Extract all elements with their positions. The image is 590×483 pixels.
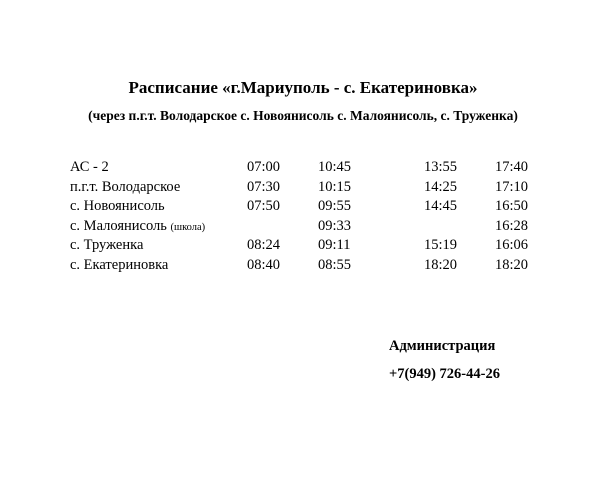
stop-label: с. Екатериновка [70,256,169,273]
stop-label: АС - 2 [70,159,109,175]
departure-time: 13:55 [424,159,458,175]
departure-time: 10:15 [318,178,352,195]
departure-time: 07:30 [247,178,281,195]
schedule-row [70,158,550,178]
departure-time: 14:45 [424,198,458,215]
schedule-table [70,158,550,276]
departure-time: 09:11 [318,237,351,254]
contact-label: Администрация [389,338,496,354]
page-title: Расписание «г.Мариуполь - с. Екатериновка» [128,78,478,97]
departure-time: 17:40 [495,159,529,175]
departure-time: 17:10 [495,178,529,195]
route-subtitle: (через п.г.т. Володарское с. Новоянисоль с. Малоянисоль, с. Труженка) [88,108,518,123]
schedule-row [70,256,550,276]
departure-time: 16:50 [495,198,529,215]
stop-label: с. Труженка [70,237,144,254]
departure-time: 07:50 [247,198,281,215]
departure-time: 15:19 [424,237,458,254]
departure-time: 08:24 [247,237,281,254]
departure-time: 16:06 [495,237,529,254]
stop-label: с. Новоянисоль [70,198,165,215]
departure-time: 08:55 [318,256,352,273]
departure-time: 09:33 [318,217,352,234]
stop-name [70,158,109,178]
stop-name [70,236,143,256]
departure-time: 14:25 [424,178,458,195]
schedule-row [70,197,550,217]
stop-name [70,197,165,217]
departure-time: 07:00 [247,159,281,175]
schedule-row [70,217,550,237]
stop-name [70,217,205,238]
stop-label: с. Малоянисоль [70,217,167,234]
departure-time: 18:20 [424,256,458,273]
stop-name [70,178,180,198]
schedule-row [70,236,550,256]
departure-time: 18:20 [495,256,529,273]
schedule-row [70,178,550,198]
stop-name [70,256,168,276]
departure-time: 16:28 [495,217,529,234]
departure-time: 10:45 [318,159,352,175]
stop-label: п.г.т. Володарское [70,178,181,195]
stop-note: (школа) [170,221,206,233]
departure-time: 08:40 [247,256,281,273]
contact-phone: +7(949) 726-44-26 [389,366,500,382]
departure-time: 09:55 [318,198,352,215]
